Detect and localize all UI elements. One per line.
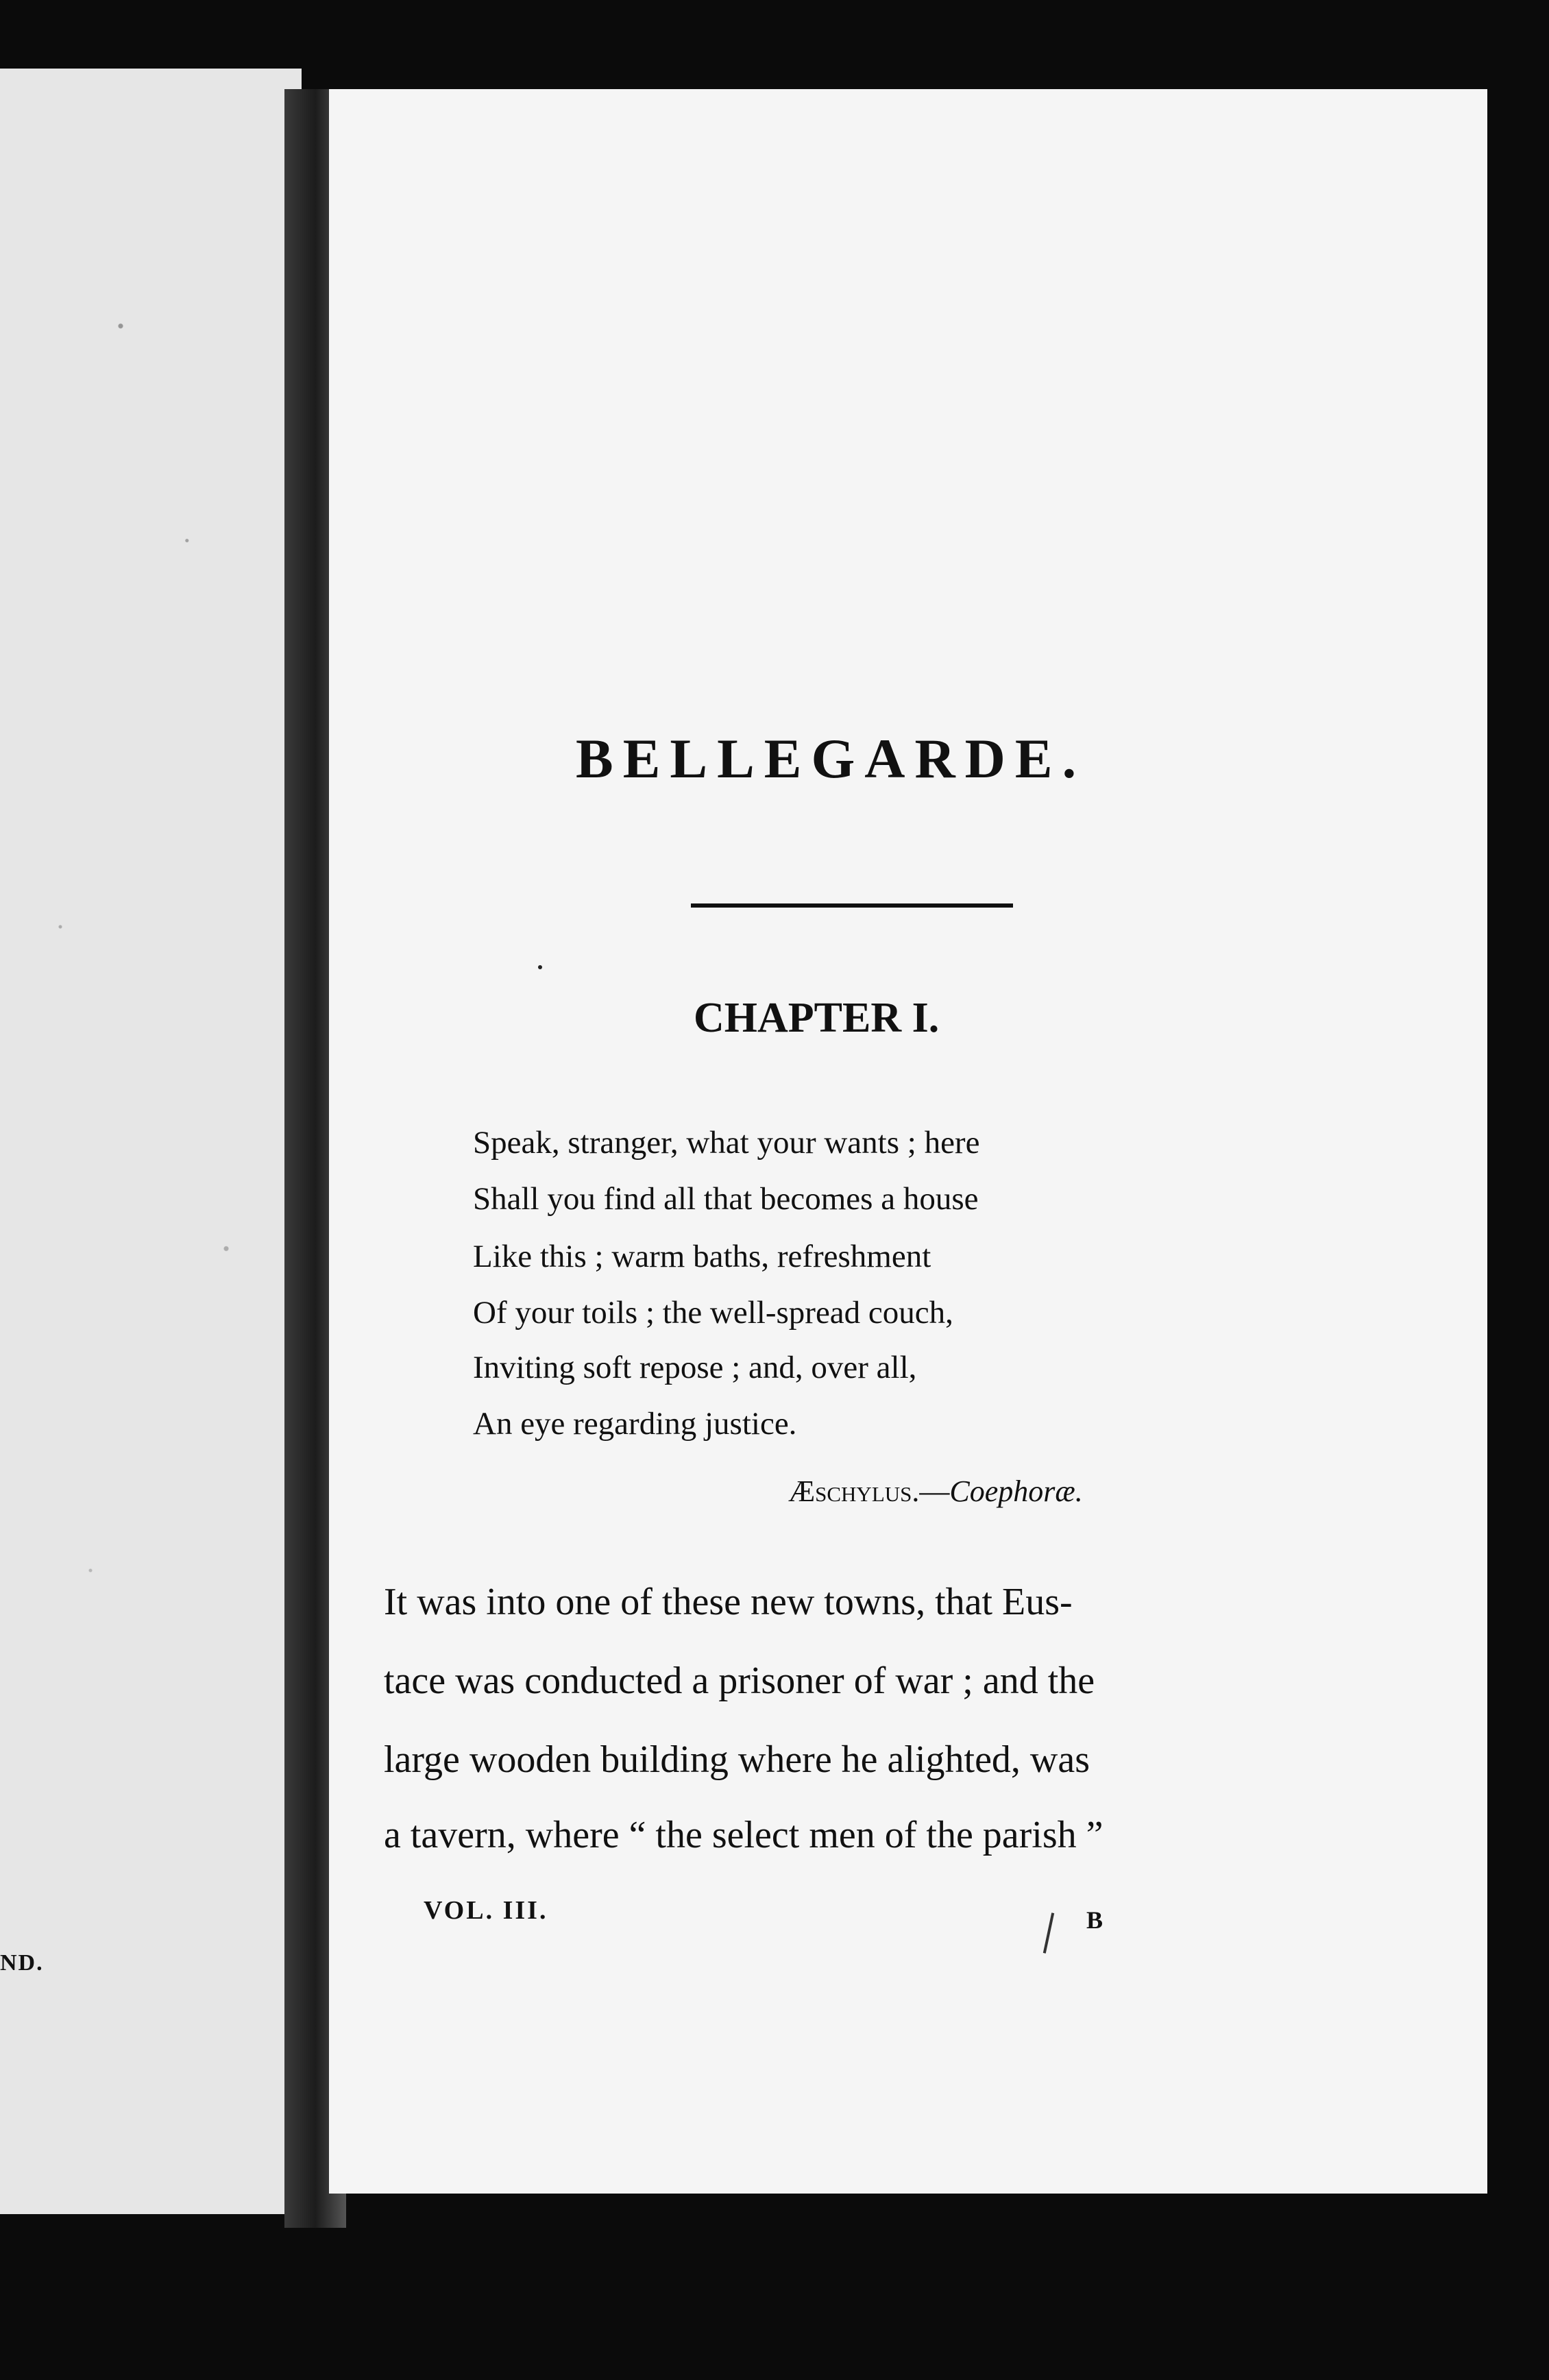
chapter-heading: CHAPTER I.	[694, 995, 940, 1041]
body-text-line: large wooden building where he alighted, was	[384, 1738, 1090, 1781]
body-text-line: a tavern, where “ the select men of the parish ”	[384, 1814, 1103, 1856]
gathering-signature: B	[1086, 1906, 1103, 1934]
epigraph-line: Of your toils ; the well-spread couch,	[473, 1295, 953, 1331]
body-text-line: It was into one of these new towns, that Eus-	[384, 1581, 1073, 1623]
epigraph-work: Coephoræ.	[949, 1474, 1083, 1508]
epigraph-line: Like this ; warm baths, refreshment	[473, 1239, 931, 1274]
body-text-line: tace was conducted a prisoner of war ; and the	[384, 1660, 1095, 1702]
book-title: BELLEGARDE.	[576, 727, 1086, 790]
epigraph-line: Speak, stranger, what your wants ; here	[473, 1125, 980, 1161]
epigraph-line: Shall you find all that becomes a house	[473, 1181, 979, 1217]
title-rule	[691, 903, 1013, 908]
volume-signature: VOL. III.	[424, 1896, 548, 1925]
epigraph-line: Inviting soft repose ; and, over all,	[473, 1350, 917, 1385]
epigraph-attribution	[788, 1474, 1083, 1509]
left-page-fragment: ND.	[0, 1950, 44, 1976]
attribution-dash: —	[919, 1474, 950, 1508]
left-page	[0, 69, 302, 2214]
epigraph-author: Æschylus.	[788, 1474, 920, 1508]
ink-speck	[538, 965, 542, 969]
epigraph-line: An eye regarding justice.	[473, 1406, 797, 1442]
